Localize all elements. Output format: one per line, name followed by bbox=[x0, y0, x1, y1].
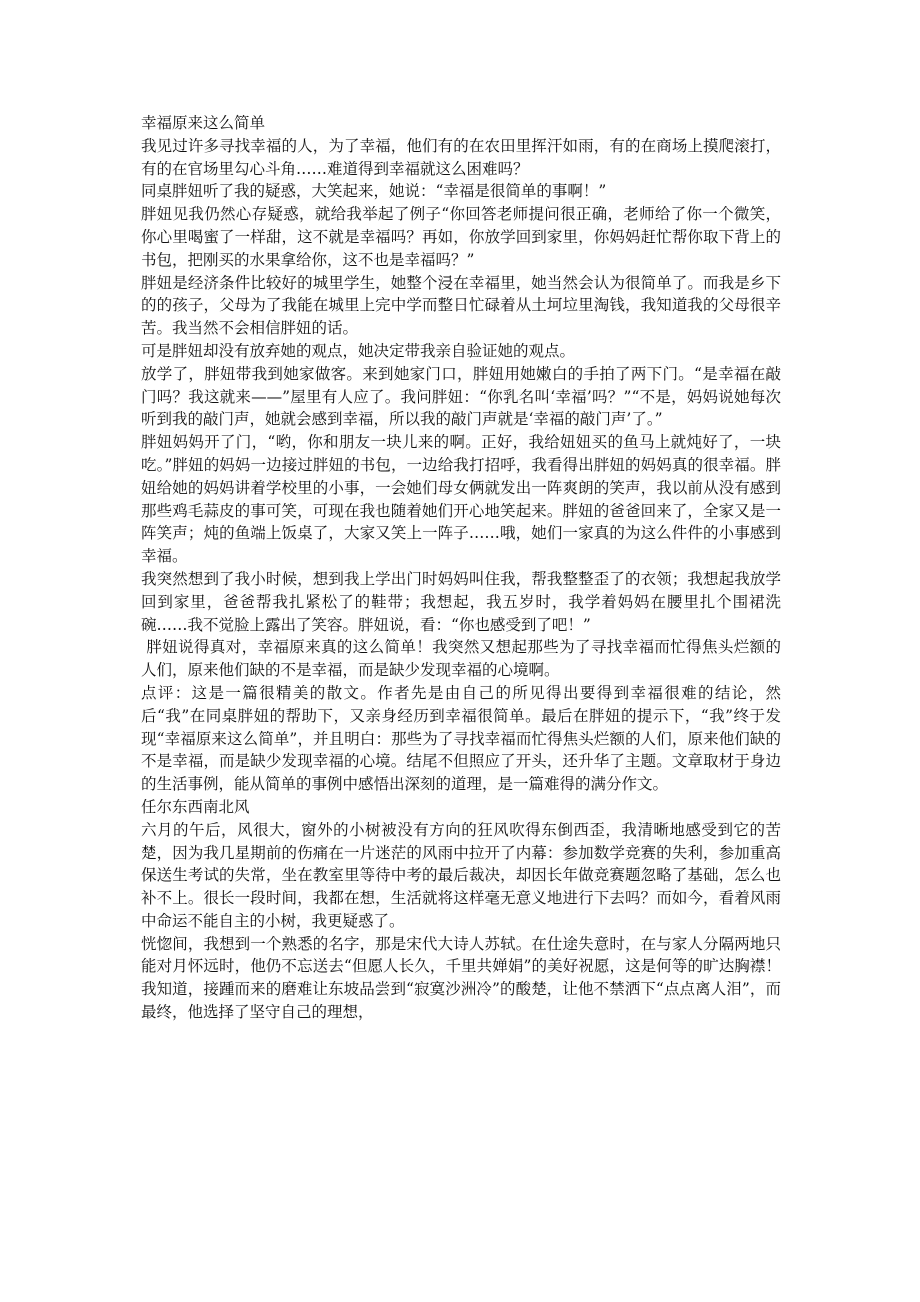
paragraph: 胖妞见我仍然心存疑惑，就给我举起了例子“你回答老师提问很正确，老师给了你一个微笑，你心里喝蜜了一样甜，这不就是幸福吗？再如，你放学回到家里，你妈妈赶忙帮你取下背上的书包，把刚买的水果拿给你，这不也是幸福吗？” bbox=[141, 205, 781, 269]
paragraph: 胖妞说得真对，幸福原来真的这么简单！我突然又想起那些为了寻找幸福而忙得焦头烂额的人们，原来他们缺的不是幸福，而是缺少发现幸福的心境啊。 bbox=[141, 638, 781, 680]
paragraph: 胖妞是经济条件比较好的城里学生，她整个浸在幸福里，她当然会认为很简单了。而我是乡下的的孩子，父母为了我能在城里上完中学而整日忙碌着从土坷垃里淘钱，我知道我的父母很辛苦。我当然不会相信胖妞的话。 bbox=[141, 273, 781, 338]
paragraph: 放学了，胖妞带我到她家做客。来到她家门口，胖妞用她嫩白的手拍了两下门。“是幸福在敲门吗？我这就来——”屋里有人应了。我问胖妞：“你乳名叫‘幸福’吗？”“不是，妈妈说她每次听到我的敲门声，她就会感到幸福，所以我的敲门声就是‘幸福的敲门声’了。” bbox=[141, 364, 781, 429]
paragraph: 我见过许多寻找幸福的人，为了幸福，他们有的在农田里挥汗如雨，有的在商场上摸爬滚打，有的在官场里勾心斗角……难道得到幸福就这么困难吗？ bbox=[141, 136, 781, 178]
paragraph: 可是胖妞却没有放弃她的观点，她决定带我亲自验证她的观点。 bbox=[141, 341, 576, 360]
document-page bbox=[141, 112, 781, 1024]
paragraph: 恍惚间，我想到一个熟悉的名字，那是宋代大诗人苏轼。在仕途失意时，在与家人分隔两地只能对月怀远时，他仍不忘送去“但愿人长久，千里共婵娟”的美好祝愿，这是何等的旷达胸襟！我知道，接踵而来的磨难让东坡品尝到“寂寞沙洲冷”的酸楚，让他不禁洒下“点点离人泪”，而最终，他选择了坚守自己的理想， bbox=[141, 934, 781, 1022]
essay-title: 任尔东西南北风 bbox=[141, 797, 250, 816]
paragraph: 我突然想到了我小时候，想到我上学出门时妈妈叫住我，帮我整整歪了的衣领；我想起我放学回到家里，爸爸帮我扎紧松了的鞋带；我想起，我五岁时，我学着妈妈在腰里扎个围裙洗碗……我不觉脸上露出了笑容。胖妞说，看：“你也感受到了吧！” bbox=[141, 569, 781, 634]
paragraph: 同桌胖妞听了我的疑惑，大笑起来，她说：“幸福是很简单的事啊！” bbox=[141, 182, 607, 201]
commentary-paragraph: 点评：这是一篇很精美的散文。作者先是由自己的所见得出要得到幸福很难的结论，然后“我”在同桌胖妞的帮助下，又亲身经历到幸福很简单。最后在胖妞的提示下，“我”终于发现“幸福原来这么简单”，并且明白：那些为了寻找幸福而忙得焦头烂额的人们，原来他们缺的不是幸福，而是缺少发现幸福的心境。结尾不但照应了开头，还升华了主题。文章取材于身边的生活事例，能从简单的事例中感悟出深刻的道理，是一篇难得的满分作文。 bbox=[141, 683, 781, 794]
paragraph: 胖妞妈妈开了门，“哟，你和朋友一块儿来的啊。正好，我给妞妞买的鱼马上就炖好了，一块吃。”胖妞的妈妈一边接过胖妞的书包，一边给我打招呼，我看得出胖妞的妈妈真的很幸福。胖妞给她的妈妈讲着学校里的小事，一会她们母女俩就发出一阵爽朗的笑声，我以前从没有感到那些鸡毛蒜皮的事可笑，可现在我也随着她们开心地笑起来。胖妞的爸爸回来了，全家又是一阵笑声；炖的鱼端上饭桌了，大家又笑上一阵子……哦，她们一家真的为这么件件的小事感到幸福。 bbox=[141, 433, 781, 566]
paragraph: 六月的午后，风很大，窗外的小树被没有方向的狂风吹得东倒西歪，我清晰地感受到它的苦楚，因为我几星期前的伤痛在一片迷茫的风雨中拉开了内幕：参加数学竞赛的失利，参加重高保送生考试的失常，坐在教室里等待中考的最后裁决，却因长年做竞赛题忽略了基础，怎么也补不上。很长一段时间，我都在想，生活就将这样毫无意义地进行下去吗？而如今，看着风雨中命运不能自主的小树，我更疑惑了。 bbox=[141, 820, 781, 930]
essay-title: 幸福原来这么简单 bbox=[141, 114, 266, 132]
